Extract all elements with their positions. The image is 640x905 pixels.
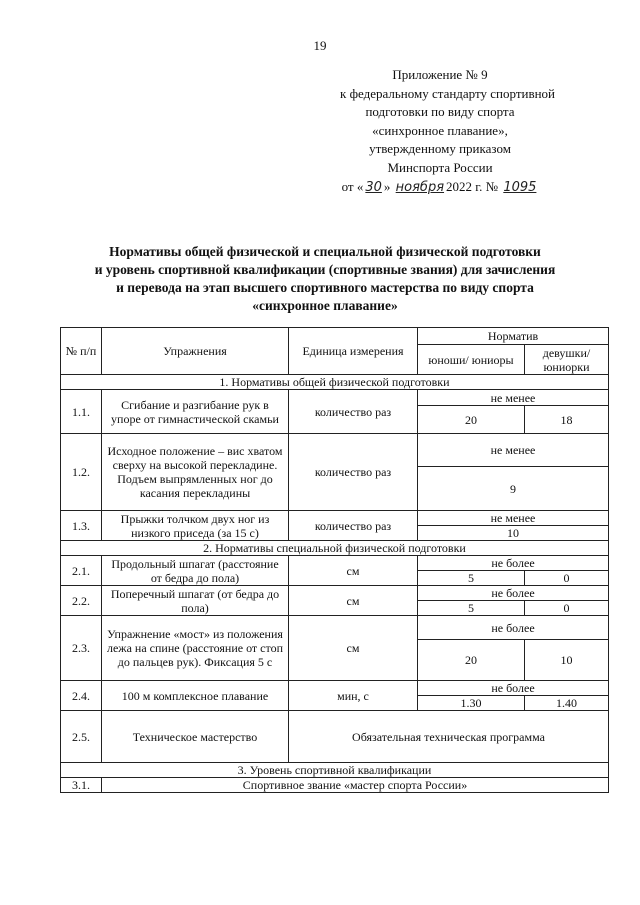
table-row <box>61 511 609 526</box>
row-exercise: Прыжки толчком двух ног из низкого приседа (за 15 с) <box>102 511 289 541</box>
row-number: 3.1. <box>61 778 102 793</box>
row-qualifier: не более <box>418 556 609 571</box>
row-number: 2.1. <box>61 556 102 586</box>
header-unit: Единица измерения <box>289 328 418 375</box>
section-row <box>61 375 609 390</box>
handwritten-day: 30 <box>365 179 382 195</box>
row-qualifier: не более <box>418 681 609 696</box>
row-exercise: Упражнение «мост» из положения лежа на спине (расстояние от стоп до пальцев рук). Фиксация 5 с <box>102 616 289 681</box>
section-title: 3. Уровень спортивной квалификации <box>61 763 609 778</box>
row-exercise: 100 м комплексное плавание <box>102 681 289 711</box>
header-number: № п/п <box>61 328 102 375</box>
row-exercise: Поперечный шпагат (от бедра до пола) <box>102 586 289 616</box>
row-number: 1.3. <box>61 511 102 541</box>
row-number: 2.2. <box>61 586 102 616</box>
document-title <box>40 243 610 315</box>
date-prefix: от « <box>341 178 364 194</box>
row-title: Спортивное звание «мастер спорта России» <box>102 778 609 793</box>
header-girls: девушки/ юниорки <box>525 345 609 375</box>
row-unit: количество раз <box>289 390 418 434</box>
row-number: 2.5. <box>61 711 102 763</box>
row-qualifier: не менее <box>418 511 609 526</box>
row-qualifier: не более <box>418 616 609 640</box>
row-unit: см <box>289 586 418 616</box>
appendix-line: к федеральному стандарту спортивной <box>340 85 556 101</box>
handwritten-month: ноября <box>395 179 445 195</box>
row-unit: см <box>289 556 418 586</box>
row-unit: количество раз <box>289 511 418 541</box>
row-exercise: Продольный шпагат (расстояние от бедра до пола) <box>102 556 289 586</box>
row-boys-value: 5 <box>418 601 525 616</box>
row-boys-value: 1.30 <box>418 696 525 711</box>
row-exercise: Сгибание и разгибание рук в упоре от гимнастической скамьи <box>102 390 289 434</box>
row-qualifier: не менее <box>418 434 609 467</box>
section-title: 2. Нормативы специальной физической подготовки <box>61 541 609 556</box>
page-number: 19 <box>313 38 327 53</box>
table-row <box>61 681 609 696</box>
row-unit: мин, с <box>289 681 418 711</box>
header-norm: Норматив <box>418 328 609 345</box>
table-row <box>61 390 609 406</box>
row-value: 9 <box>418 467 609 511</box>
row-girls-value: 1.40 <box>525 696 609 711</box>
year-text: 2022 г. № <box>446 178 499 194</box>
title-line: Нормативы общей физической и специальной физической подготовки <box>109 244 541 259</box>
row-boys-value: 5 <box>418 571 525 586</box>
row-value: 10 <box>418 526 609 541</box>
row-exercise: Исходное положение – вис хватом сверху на высокой перекладине. Подъем выпрямленных ног до касания перекладины <box>102 434 289 511</box>
row-boys-value: 20 <box>418 640 525 681</box>
row-number: 1.1. <box>61 390 102 434</box>
row-number: 2.3. <box>61 616 102 681</box>
handwritten-order-number: 1095 <box>503 179 537 195</box>
table-row <box>61 778 609 793</box>
order-date-line <box>340 178 540 198</box>
row-exercise: Техническое мастерство <box>102 711 289 763</box>
table-row <box>61 434 609 467</box>
table-row <box>61 586 609 601</box>
header-exercise: Упражнения <box>102 328 289 375</box>
header-row <box>61 328 609 345</box>
row-girls-value: 18 <box>525 406 609 434</box>
table-row <box>61 711 609 763</box>
title-line: и перевода на этап высшего спортивного мастерства по виду спорта <box>116 280 534 295</box>
row-number: 2.4. <box>61 681 102 711</box>
section-title: 1. Нормативы общей физической подготовки <box>61 375 609 390</box>
quote-close: » <box>383 178 391 194</box>
row-qualifier: не более <box>418 586 609 601</box>
appendix-header <box>340 66 556 197</box>
title-line: «синхронное плавание» <box>252 298 398 313</box>
table-row <box>61 556 609 571</box>
row-boys-value: 20 <box>418 406 525 434</box>
row-girls-value: 0 <box>525 571 609 586</box>
row-unit: см <box>289 616 418 681</box>
section-row <box>61 763 609 778</box>
row-number: 1.2. <box>61 434 102 511</box>
appendix-line: утвержденному приказом <box>369 141 511 157</box>
row-qualifier: не менее <box>418 390 609 406</box>
appendix-line: Минспорта России <box>387 159 493 175</box>
section-row <box>61 541 609 556</box>
row-girls-value: 0 <box>525 601 609 616</box>
title-line: и уровень спортивной квалификации (спортивные звания) для зачисления <box>94 262 556 277</box>
row-unit: количество раз <box>289 434 418 511</box>
row-program: Обязательная техническая программа <box>289 711 609 763</box>
appendix-line: подготовки по виду спорта <box>365 104 515 120</box>
table-row <box>61 616 609 640</box>
header-boys: юноши/ юниоры <box>418 345 525 375</box>
appendix-line: Приложение № 9 <box>392 67 488 82</box>
appendix-line: «синхронное плавание», <box>372 122 508 138</box>
norms-table <box>60 327 609 793</box>
row-girls-value: 10 <box>525 640 609 681</box>
